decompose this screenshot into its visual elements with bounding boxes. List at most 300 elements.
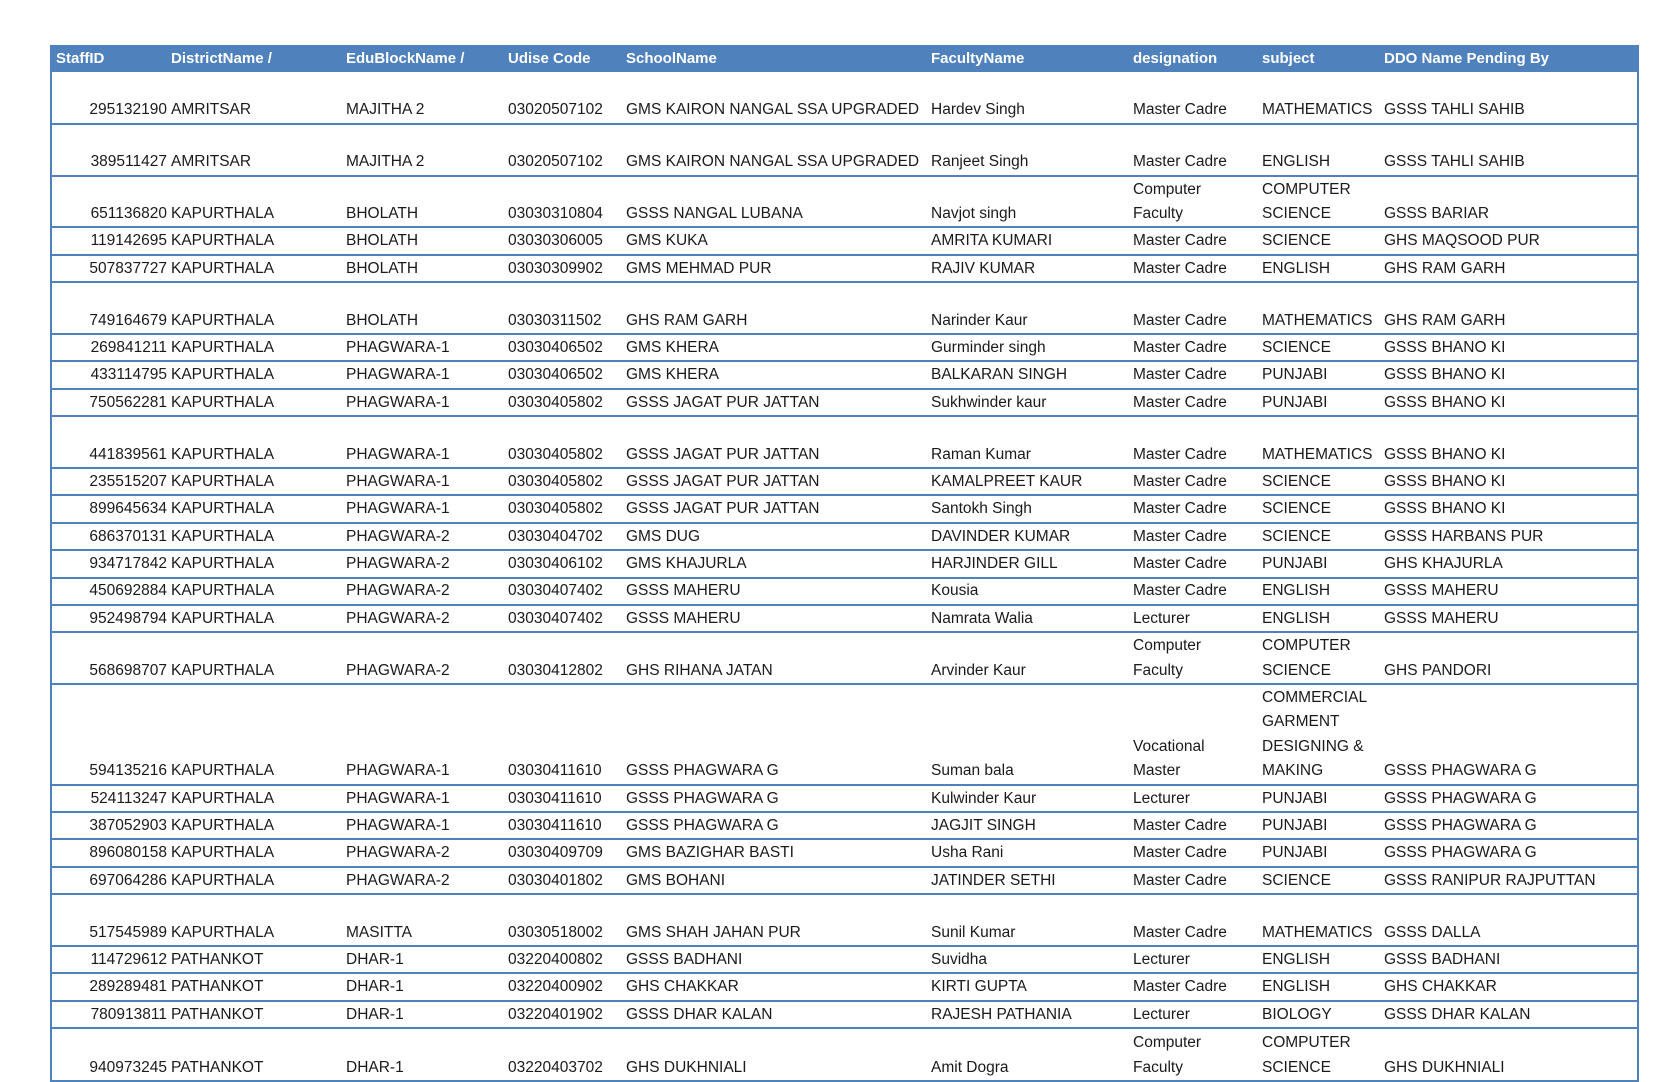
cell-edu-block-name: PHAGWARA-2 [346,555,450,573]
cell-staff-id: 389511427 [90,153,167,171]
cell-faculty-name: KAMALPREET KAUR [931,472,1083,490]
cell-subject [1258,605,1380,632]
cell-subject-line: ENGLISH [1262,259,1331,277]
table-row [52,176,1637,228]
cell-udise-code: 03030310804 [508,204,603,222]
cell-subject-line: ENGLISH [1262,582,1331,600]
cell-subject [1258,176,1380,228]
cell-school-name: GSSS PHAGWARA G [626,762,779,780]
table-row [52,812,1637,839]
table-row [52,894,1637,946]
cell-school-name: GHS RAM GARH [626,311,748,329]
cell-ddo-name: GHS KHAJURLA [1384,555,1503,573]
cell-district-name: KAPURTHALA [171,500,275,518]
cell-subject-line: PUNJABI [1262,789,1328,807]
cell-subject [1258,578,1380,605]
cell-udise-code: 03030405802 [508,393,603,411]
cell-staff-id: 934717842 [89,555,167,573]
table-row [52,72,1637,124]
cell-school-name: GSSS JAGAT PUR JATTAN [626,393,820,411]
cell-subject-line: SCIENCE [1262,871,1331,889]
header-udise-code[interactable]: Udise Code [504,45,622,72]
cell-designation [1129,578,1258,605]
table-row [52,839,1637,866]
cell-subject [1258,416,1380,468]
cell-edu-block-name: PHAGWARA-1 [346,817,450,835]
cell-designation [1129,495,1258,522]
cell-school-name: GMS BOHANI [626,871,726,889]
cell-udise-code: 03220400802 [508,951,603,969]
cell-district-name: KAPURTHALA [171,555,275,573]
cell-subject-line: ENGLISH [1262,978,1331,996]
cell-district-name: KAPURTHALA [171,582,275,600]
cell-udise-code: 03030407402 [508,582,603,600]
cell-edu-block-name: PHAGWARA-2 [346,609,450,627]
cell-edu-block-name: DHAR-1 [346,1005,404,1023]
cell-faculty-name: Amit Dogra [931,1058,1009,1076]
cell-udise-code: 03030407402 [508,609,603,627]
cell-school-name: GSSS JAGAT PUR JATTAN [626,445,820,463]
cell-subject [1258,867,1380,894]
table-row [52,550,1637,577]
cell-edu-block-name: MAJITHA 2 [346,101,425,119]
cell-designation [1129,255,1258,282]
cell-school-name: GSSS PHAGWARA G [626,789,779,807]
cell-subject-line: BIOLOGY [1262,1005,1332,1023]
cell-designation [1129,605,1258,632]
cell-edu-block-name: PHAGWARA-1 [346,393,450,411]
cell-faculty-name: Namrata Walia [931,609,1033,627]
cell-udise-code: 03030412802 [508,661,603,679]
cell-district-name: KAPURTHALA [171,661,275,679]
cell-school-name: GMS DUG [626,527,701,545]
cell-staff-id: 235515207 [89,472,167,490]
cell-school-name: GMS KHERA [626,338,720,356]
cell-faculty-name: Kulwinder Kaur [931,789,1037,807]
cell-udise-code: 03220400902 [508,978,603,996]
cell-designation-line: Master Cadre [1133,817,1227,835]
cell-faculty-name: JATINDER SETHI [931,871,1056,889]
cell-staff-id: 697064286 [89,871,167,889]
cell-faculty-name: Hardev Singh [931,101,1025,119]
cell-staff-id: 594135216 [89,762,167,780]
cell-subject-line: DESIGNING & [1262,737,1364,755]
cell-school-name: GSSS DHAR KALAN [626,1005,773,1023]
cell-faculty-name: Kousia [931,582,979,600]
cell-udise-code: 03030406102 [508,555,603,573]
cell-designation [1129,124,1258,176]
table-row [52,684,1637,785]
cell-ddo-name: GSSS BHANO KI [1384,445,1506,463]
cell-subject-line: SCIENCE [1262,661,1331,679]
cell-district-name: KAPURTHALA [171,445,275,463]
table-row [52,416,1637,468]
cell-edu-block-name: BHOLATH [346,232,419,250]
table-row [52,361,1637,388]
cell-subject [1258,72,1380,124]
cell-edu-block-name: MAJITHA 2 [346,153,425,171]
cell-subject [1258,839,1380,866]
cell-district-name: KAPURTHALA [171,817,275,835]
header-edu-block-name[interactable]: EduBlockName / [342,45,504,72]
cell-subject-line: PUNJABI [1262,817,1328,835]
cell-udise-code: 03030405802 [508,445,603,463]
cell-udise-code: 03030309902 [508,259,603,277]
cell-designation [1129,282,1258,334]
cell-subject [1258,255,1380,282]
cell-faculty-name: RAJIV KUMAR [931,259,1036,277]
cell-subject-line: SCIENCE [1262,500,1331,518]
cell-staff-id: 433114795 [90,366,167,384]
cell-subject [1258,361,1380,388]
cell-edu-block-name: DHAR-1 [346,1058,404,1076]
cell-designation [1129,389,1258,416]
cell-faculty-name: JAGJIT SINGH [931,817,1036,835]
cell-school-name: GMS BAZIGHAR BASTI [626,844,794,862]
cell-district-name: KAPURTHALA [171,762,275,780]
cell-district-name: PATHANKOT [171,978,264,996]
cell-designation-line: Master Cadre [1133,555,1227,573]
cell-ddo-name: GHS PANDORI [1384,661,1492,679]
cell-faculty-name: Raman Kumar [931,445,1031,463]
cell-faculty-name: BALKARAN SINGH [931,366,1068,384]
cell-edu-block-name: PHAGWARA-1 [346,789,450,807]
cell-district-name: KAPURTHALA [171,609,275,627]
cell-designation [1129,1028,1258,1080]
cell-designation-line: Lecturer [1133,789,1190,807]
cell-ddo-name: GSSS BHANO KI [1384,500,1506,518]
cell-staff-id: 289289481 [89,978,167,996]
cell-school-name: GSSS PHAGWARA G [626,817,779,835]
cell-district-name: KAPURTHALA [171,232,275,250]
cell-designation-line: Master Cadre [1133,101,1227,119]
cell-district-name: KAPURTHALA [171,366,275,384]
cell-subject-line: COMPUTER [1262,637,1351,655]
table-row [52,973,1637,1000]
cell-edu-block-name: PHAGWARA-1 [346,366,450,384]
cell-subject [1258,495,1380,522]
cell-subject-line: SCIENCE [1262,232,1331,250]
cell-designation-line: Master Cadre [1133,582,1227,600]
cell-subject-line: MATHEMATICS [1262,445,1373,463]
cell-designation-line: Faculty [1133,1058,1183,1076]
cell-designation-line: Master Cadre [1133,871,1227,889]
cell-school-name: GHS RIHANA JATAN [626,661,773,679]
cell-faculty-name: Ranjeet Singh [931,153,1029,171]
cell-faculty-name: Sukhwinder kaur [931,393,1047,411]
cell-subject-line: COMMERCIAL [1262,689,1368,707]
cell-district-name: PATHANKOT [171,951,264,969]
cell-subject [1258,632,1380,684]
table-row [52,1001,1637,1028]
cell-school-name: GSSS JAGAT PUR JATTAN [626,472,820,490]
cell-udise-code: 03030409709 [508,844,603,862]
cell-udise-code: 03220403702 [508,1058,603,1076]
cell-subject [1258,946,1380,973]
table-row [52,124,1637,176]
table-row [52,468,1637,495]
cell-district-name: KAPURTHALA [171,871,275,889]
cell-school-name: GSSS JAGAT PUR JATTAN [626,500,820,518]
cell-ddo-name: GSSS PHAGWARA G [1384,817,1537,835]
cell-staff-id: 119142695 [90,232,167,250]
cell-staff-id: 387052903 [89,817,167,835]
cell-subject-line: COMPUTER [1262,180,1351,198]
cell-designation [1129,894,1258,946]
cell-faculty-name: Suman bala [931,762,1014,780]
table-row [52,282,1637,334]
cell-subject-line: PUNJABI [1262,555,1328,573]
cell-designation [1129,334,1258,361]
cell-staff-id: 940973245 [89,1058,167,1076]
cell-subject-line: MATHEMATICS [1262,101,1373,119]
cell-faculty-name: Navjot singh [931,204,1017,222]
cell-staff-id: 441839561 [89,445,167,463]
cell-subject-line: COMPUTER [1262,1034,1351,1052]
table-row [52,495,1637,522]
cell-district-name: KAPURTHALA [171,844,275,862]
cell-subject [1258,282,1380,334]
cell-ddo-name: GSSS BHANO KI [1384,338,1506,356]
cell-ddo-name: GSSS BHANO KI [1384,366,1506,384]
cell-school-name: GHS DUKHNIALI [626,1058,747,1076]
cell-subject-line: PUNJABI [1262,393,1328,411]
cell-ddo-name: GHS CHAKKAR [1384,978,1497,996]
cell-staff-id: 750562281 [89,393,167,411]
cell-designation-line: Master Cadre [1133,232,1227,250]
cell-udise-code: 03030518002 [508,923,603,941]
cell-district-name: KAPURTHALA [171,527,275,545]
cell-udise-code: 03030404702 [508,527,603,545]
cell-subject [1258,468,1380,495]
cell-district-name: AMRITSAR [171,153,252,171]
cell-edu-block-name: PHAGWARA-2 [346,527,450,545]
cell-designation-line: Master Cadre [1133,472,1227,490]
table-body [52,72,1637,1080]
cell-edu-block-name: PHAGWARA-1 [346,338,450,356]
cell-ddo-name: GSSS RANIPUR RAJPUTTAN [1384,871,1596,889]
cell-subject [1258,334,1380,361]
cell-faculty-name: Gurminder singh [931,338,1046,356]
cell-subject-line: SCIENCE [1262,338,1331,356]
cell-faculty-name: Santokh Singh [931,500,1032,518]
table-row [52,605,1637,632]
table-row [52,578,1637,605]
cell-designation [1129,973,1258,1000]
cell-faculty-name: KIRTI GUPTA [931,978,1027,996]
cell-subject [1258,785,1380,812]
cell-school-name: GMS KAIRON NANGAL SSA UPGRADED [626,153,920,171]
table-row [52,946,1637,973]
table-row [52,227,1637,254]
cell-staff-id: 899645634 [89,500,167,518]
cell-school-name: GSSS NANGAL LUBANA [626,204,803,222]
cell-subject [1258,894,1380,946]
cell-designation-line: Master Cadre [1133,978,1227,996]
cell-designation [1129,785,1258,812]
cell-udise-code: 03030411610 [508,762,602,780]
cell-school-name: GMS KHAJURLA [626,555,747,573]
cell-ddo-name: GHS RAM GARH [1384,259,1506,277]
header-ddo-name-pending-by[interactable]: DDO Name Pending By [1380,45,1637,72]
cell-subject-line: MATHEMATICS [1262,311,1373,329]
cell-udise-code: 03030306005 [508,232,603,250]
cell-designation-line: Master Cadre [1133,366,1227,384]
cell-udise-code: 03030401802 [508,871,603,889]
cell-edu-block-name: PHAGWARA-2 [346,844,450,862]
table-row [52,1028,1637,1080]
cell-school-name: GSSS MAHERU [626,582,741,600]
cell-subject [1258,684,1380,785]
header-faculty-name[interactable]: FacultyName [927,45,1129,72]
cell-district-name: KAPURTHALA [171,789,275,807]
cell-ddo-name: GHS DUKHNIALI [1384,1058,1505,1076]
cell-designation-line: Master Cadre [1133,393,1227,411]
cell-subject [1258,227,1380,254]
header-staff-id[interactable]: StaffID [52,45,167,72]
cell-designation-line: Lecturer [1133,1005,1190,1023]
cell-designation-line: Vocational [1133,737,1205,755]
cell-district-name: KAPURTHALA [171,311,275,329]
cell-designation [1129,946,1258,973]
cell-subject-line: ENGLISH [1262,609,1331,627]
cell-faculty-name: Usha Rani [931,844,1004,862]
cell-district-name: KAPURTHALA [171,472,275,490]
cell-designation-line: Master [1133,762,1181,780]
cell-district-name: AMRITSAR [171,101,252,119]
cell-edu-block-name: PHAGWARA-2 [346,582,450,600]
cell-designation-line: Faculty [1133,661,1183,679]
cell-subject-line: GARMENT [1262,713,1340,731]
cell-subject-line: SCIENCE [1262,527,1331,545]
cell-staff-id: 749164679 [89,311,167,329]
cell-district-name: KAPURTHALA [171,393,275,411]
cell-staff-id: 568698707 [89,661,167,679]
cell-udise-code: 03030311502 [508,311,602,329]
cell-designation-line: Lecturer [1133,609,1190,627]
cell-faculty-name: Suvidha [931,951,988,969]
cell-designation [1129,550,1258,577]
staff-table [52,45,1637,1080]
cell-ddo-name: GSSS PHAGWARA G [1384,844,1537,862]
cell-district-name: KAPURTHALA [171,204,275,222]
cell-subject [1258,550,1380,577]
cell-staff-id: 507837727 [89,259,167,277]
cell-staff-id: 780913811 [90,1005,167,1023]
header-district-name[interactable]: DistrictName / [167,45,342,72]
cell-designation [1129,468,1258,495]
cell-edu-block-name: MASITTA [346,923,413,941]
cell-school-name: GSSS BADHANI [626,951,743,969]
cell-udise-code: 03220401902 [508,1005,603,1023]
cell-edu-block-name: PHAGWARA-1 [346,762,450,780]
cell-ddo-name: GSSS PHAGWARA G [1384,789,1537,807]
cell-edu-block-name: BHOLATH [346,311,419,329]
cell-designation [1129,523,1258,550]
cell-staff-id: 686370131 [89,527,167,545]
cell-school-name: GMS SHAH JAHAN PUR [626,923,801,941]
cell-edu-block-name: PHAGWARA-1 [346,472,450,490]
cell-udise-code: 03030405802 [508,472,603,490]
cell-faculty-name: Sunil Kumar [931,923,1016,941]
cell-designation [1129,839,1258,866]
cell-school-name: GMS KHERA [626,366,720,384]
cell-staff-id: 896080158 [89,844,167,862]
table-row [52,389,1637,416]
cell-udise-code: 03020507102 [508,153,603,171]
cell-staff-id: 114729612 [90,951,167,969]
table-row [52,334,1637,361]
table-row [52,523,1637,550]
cell-designation [1129,176,1258,228]
cell-subject-line: PUNJABI [1262,366,1328,384]
cell-staff-id: 524113247 [90,789,167,807]
header-school-name[interactable]: SchoolName [622,45,927,72]
cell-ddo-name: GSSS HARBANS PUR [1384,527,1544,545]
cell-school-name: GSSS MAHERU [626,609,741,627]
cell-ddo-name: GHS MAQSOOD PUR [1384,232,1540,250]
cell-subject-line: SCIENCE [1262,1058,1331,1076]
table-row [52,867,1637,894]
cell-designation [1129,361,1258,388]
cell-faculty-name: Arvinder Kaur [931,661,1026,679]
cell-designation [1129,227,1258,254]
cell-district-name: KAPURTHALA [171,338,275,356]
cell-ddo-name: GSSS MAHERU [1384,609,1499,627]
table-row [52,255,1637,282]
cell-subject [1258,973,1380,1000]
cell-edu-block-name: DHAR-1 [346,951,404,969]
cell-ddo-name: GSSS PHAGWARA G [1384,762,1537,780]
header-designation[interactable]: designation [1129,45,1258,72]
cell-subject [1258,1028,1380,1080]
cell-subject-line: ENGLISH [1262,153,1331,171]
cell-district-name: PATHANKOT [171,1005,264,1023]
cell-edu-block-name: PHAGWARA-2 [346,661,450,679]
header-subject[interactable]: subject [1258,45,1380,72]
cell-designation [1129,632,1258,684]
cell-district-name: PATHANKOT [171,1058,264,1076]
cell-edu-block-name: PHAGWARA-1 [346,500,450,518]
cell-udise-code: 03030405802 [508,500,603,518]
cell-district-name: KAPURTHALA [171,259,275,277]
cell-faculty-name: HARJINDER GILL [931,555,1058,573]
cell-subject-line: SCIENCE [1262,472,1331,490]
cell-designation-line: Master Cadre [1133,923,1227,941]
cell-edu-block-name: DHAR-1 [346,978,404,996]
staff-table-container [50,45,1639,1082]
cell-designation-line: Master Cadre [1133,500,1227,518]
cell-designation-line: Lecturer [1133,951,1190,969]
cell-staff-id: 651136820 [90,204,167,222]
table-header [52,45,1637,72]
cell-subject [1258,124,1380,176]
cell-ddo-name: GSSS DHAR KALAN [1384,1005,1531,1023]
cell-designation-line: Faculty [1133,204,1183,222]
cell-designation-line: Master Cadre [1133,259,1227,277]
cell-udise-code: 03030411610 [508,817,602,835]
cell-designation-line: Master Cadre [1133,311,1227,329]
cell-designation [1129,812,1258,839]
cell-udise-code: 03030406502 [508,366,603,384]
cell-ddo-name: GSSS BHANO KI [1384,393,1506,411]
cell-faculty-name: Narinder Kaur [931,311,1028,329]
cell-subject-line: MATHEMATICS [1262,923,1373,941]
cell-subject [1258,1001,1380,1028]
cell-subject-line: SCIENCE [1262,204,1331,222]
cell-designation-line: Master Cadre [1133,445,1227,463]
cell-faculty-name: DAVINDER KUMAR [931,527,1071,545]
